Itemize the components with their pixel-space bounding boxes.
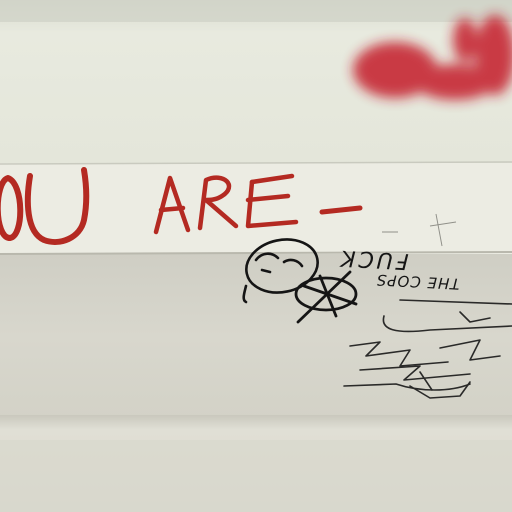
tag-line-fuck: FUCK xyxy=(337,244,410,274)
wall-top-shadow-strip xyxy=(0,0,512,22)
wall-label-band xyxy=(0,163,512,255)
wall-bottom-stain xyxy=(0,440,512,512)
tag-line-the-cops: THE COPS xyxy=(375,270,460,293)
